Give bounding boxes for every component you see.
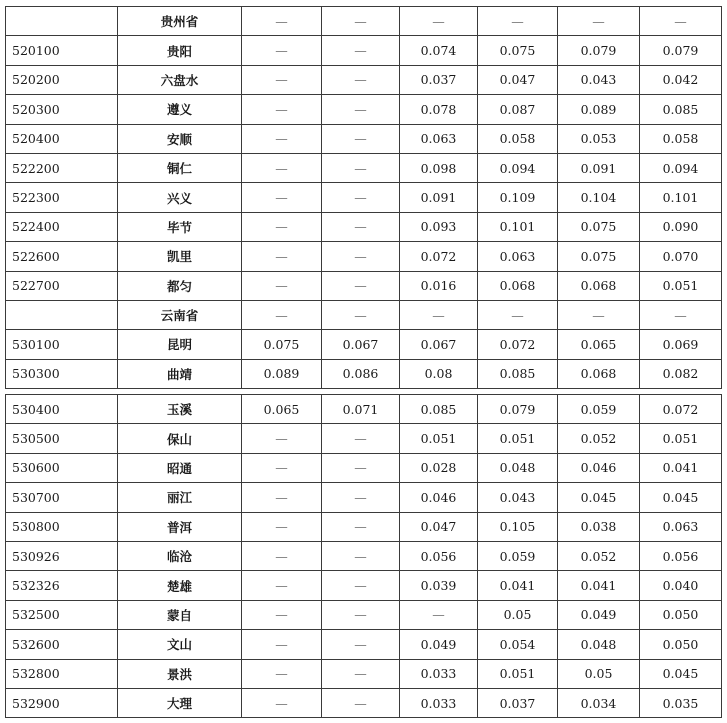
table-row <box>6 65 722 94</box>
value-cell: 0.085 <box>400 395 478 424</box>
value-cell: — <box>322 271 400 300</box>
city-name-cell: 文山 <box>118 630 242 659</box>
value-cell: 0.101 <box>640 183 722 212</box>
city-name-cell: 凯里 <box>118 242 242 271</box>
city-name-cell: 昭通 <box>118 453 242 482</box>
value-cell: — <box>322 659 400 688</box>
value-cell: 0.033 <box>400 688 478 717</box>
region-code-cell: 532900 <box>6 688 118 717</box>
value-cell: — <box>322 600 400 629</box>
value-cell: 0.051 <box>478 659 558 688</box>
region-code-cell: 520300 <box>6 95 118 124</box>
value-cell: — <box>322 242 400 271</box>
table-row <box>6 330 722 359</box>
value-cell: — <box>322 453 400 482</box>
value-cell: — <box>322 7 400 36</box>
value-cell: — <box>242 630 322 659</box>
value-cell: 0.046 <box>558 453 640 482</box>
value-cell: 0.091 <box>400 183 478 212</box>
value-cell: 0.089 <box>558 95 640 124</box>
value-cell: 0.048 <box>558 630 640 659</box>
table-row <box>6 359 722 388</box>
value-cell: — <box>640 300 722 329</box>
value-cell: 0.056 <box>400 541 478 570</box>
value-cell: 0.072 <box>478 330 558 359</box>
value-cell: — <box>322 212 400 241</box>
value-cell: 0.079 <box>478 395 558 424</box>
value-cell: — <box>322 571 400 600</box>
table-body-top <box>6 7 722 389</box>
value-cell: 0.05 <box>558 659 640 688</box>
value-cell: 0.052 <box>558 424 640 453</box>
value-cell: 0.069 <box>640 330 722 359</box>
city-name-cell: 曲靖 <box>118 359 242 388</box>
value-cell: 0.065 <box>242 395 322 424</box>
value-cell: 0.047 <box>478 65 558 94</box>
value-cell: 0.038 <box>558 512 640 541</box>
value-cell: 0.051 <box>400 424 478 453</box>
value-cell: 0.045 <box>640 659 722 688</box>
value-cell: 0.045 <box>640 483 722 512</box>
region-code-cell <box>6 7 118 36</box>
value-cell: 0.035 <box>640 688 722 717</box>
region-code-cell: 530700 <box>6 483 118 512</box>
value-cell: — <box>322 183 400 212</box>
value-cell: 0.094 <box>640 153 722 182</box>
city-name-cell: 楚雄 <box>118 571 242 600</box>
city-name-cell: 蒙自 <box>118 600 242 629</box>
value-cell: — <box>322 541 400 570</box>
value-cell: 0.079 <box>640 36 722 65</box>
value-cell: 0.037 <box>400 65 478 94</box>
city-name-cell: 贵阳 <box>118 36 242 65</box>
value-cell: — <box>558 7 640 36</box>
city-name-cell: 普洱 <box>118 512 242 541</box>
table-row <box>6 688 722 717</box>
city-name-cell: 都匀 <box>118 271 242 300</box>
value-cell: 0.052 <box>558 541 640 570</box>
city-name-cell: 保山 <box>118 424 242 453</box>
city-name-cell: 兴义 <box>118 183 242 212</box>
value-cell: 0.093 <box>400 212 478 241</box>
value-cell: 0.071 <box>322 395 400 424</box>
table-row <box>6 300 722 329</box>
value-cell: — <box>322 36 400 65</box>
city-name-cell: 毕节 <box>118 212 242 241</box>
value-cell: — <box>322 300 400 329</box>
city-name-cell: 贵州省 <box>118 7 242 36</box>
region-code-cell: 532600 <box>6 630 118 659</box>
value-cell: 0.028 <box>400 453 478 482</box>
value-cell: 0.086 <box>322 359 400 388</box>
value-cell: — <box>322 65 400 94</box>
value-cell: 0.089 <box>242 359 322 388</box>
table-row <box>6 95 722 124</box>
value-cell: — <box>242 483 322 512</box>
region-code-cell: 532500 <box>6 600 118 629</box>
value-cell: 0.059 <box>558 395 640 424</box>
table-row <box>6 124 722 153</box>
value-cell: 0.056 <box>640 541 722 570</box>
value-cell: 0.051 <box>478 424 558 453</box>
city-name-cell: 遵义 <box>118 95 242 124</box>
value-cell: 0.045 <box>558 483 640 512</box>
region-code-cell: 522300 <box>6 183 118 212</box>
region-code-cell: 522600 <box>6 242 118 271</box>
region-code-cell: 532326 <box>6 571 118 600</box>
value-cell: 0.068 <box>558 271 640 300</box>
value-cell: — <box>242 300 322 329</box>
value-cell: 0.074 <box>400 36 478 65</box>
region-code-cell: 530300 <box>6 359 118 388</box>
value-cell: — <box>640 7 722 36</box>
city-name-cell: 景洪 <box>118 659 242 688</box>
table-row <box>6 630 722 659</box>
table-row <box>6 571 722 600</box>
value-cell: 0.067 <box>322 330 400 359</box>
value-cell: 0.08 <box>400 359 478 388</box>
value-cell: 0.043 <box>478 483 558 512</box>
value-cell: — <box>242 212 322 241</box>
data-table-bottom <box>5 394 722 718</box>
value-cell: 0.101 <box>478 212 558 241</box>
region-code-cell: 530926 <box>6 541 118 570</box>
value-cell: 0.041 <box>478 571 558 600</box>
value-cell: 0.075 <box>478 36 558 65</box>
value-cell: 0.049 <box>558 600 640 629</box>
value-cell: 0.051 <box>640 424 722 453</box>
value-cell: 0.053 <box>558 124 640 153</box>
value-cell: 0.075 <box>558 212 640 241</box>
region-code-cell: 530500 <box>6 424 118 453</box>
value-cell: 0.078 <box>400 95 478 124</box>
value-cell: — <box>322 124 400 153</box>
value-cell: — <box>242 153 322 182</box>
value-cell: — <box>322 95 400 124</box>
table-row <box>6 453 722 482</box>
value-cell: — <box>322 512 400 541</box>
table-row <box>6 541 722 570</box>
value-cell: 0.063 <box>478 242 558 271</box>
value-cell: 0.070 <box>640 242 722 271</box>
value-cell: 0.105 <box>478 512 558 541</box>
city-name-cell: 临沧 <box>118 541 242 570</box>
value-cell: 0.063 <box>400 124 478 153</box>
value-cell: — <box>242 65 322 94</box>
value-cell: 0.040 <box>640 571 722 600</box>
value-cell: 0.063 <box>640 512 722 541</box>
value-cell: 0.087 <box>478 95 558 124</box>
table-row <box>6 512 722 541</box>
region-code-cell: 530600 <box>6 453 118 482</box>
value-cell: — <box>322 630 400 659</box>
value-cell: 0.094 <box>478 153 558 182</box>
value-cell: 0.049 <box>400 630 478 659</box>
city-name-cell: 安顺 <box>118 124 242 153</box>
value-cell: — <box>242 95 322 124</box>
city-name-cell: 大理 <box>118 688 242 717</box>
value-cell: — <box>242 659 322 688</box>
region-code-cell: 530400 <box>6 395 118 424</box>
value-cell: 0.065 <box>558 330 640 359</box>
data-table-top <box>5 6 722 389</box>
value-cell: 0.047 <box>400 512 478 541</box>
region-code-cell: 520200 <box>6 65 118 94</box>
city-name-cell: 六盘水 <box>118 65 242 94</box>
table-row <box>6 242 722 271</box>
table-body-bottom <box>6 395 722 718</box>
table-row <box>6 7 722 36</box>
value-cell: 0.068 <box>478 271 558 300</box>
value-cell: 0.034 <box>558 688 640 717</box>
value-cell: — <box>400 300 478 329</box>
value-cell: — <box>478 7 558 36</box>
value-cell: 0.046 <box>400 483 478 512</box>
city-name-cell: 云南省 <box>118 300 242 329</box>
value-cell: 0.075 <box>558 242 640 271</box>
value-cell: — <box>558 300 640 329</box>
value-cell: — <box>322 483 400 512</box>
value-cell: 0.085 <box>478 359 558 388</box>
value-cell: 0.091 <box>558 153 640 182</box>
region-code-cell: 530800 <box>6 512 118 541</box>
value-cell: 0.041 <box>640 453 722 482</box>
region-code-cell: 522400 <box>6 212 118 241</box>
value-cell: 0.043 <box>558 65 640 94</box>
region-code-cell: 532800 <box>6 659 118 688</box>
table-row <box>6 483 722 512</box>
value-cell: 0.085 <box>640 95 722 124</box>
value-cell: 0.068 <box>558 359 640 388</box>
value-cell: — <box>400 7 478 36</box>
value-cell: — <box>242 571 322 600</box>
table-row <box>6 153 722 182</box>
value-cell: 0.050 <box>640 600 722 629</box>
table-row <box>6 183 722 212</box>
value-cell: 0.098 <box>400 153 478 182</box>
region-code-cell <box>6 300 118 329</box>
region-code-cell: 522700 <box>6 271 118 300</box>
value-cell: 0.037 <box>478 688 558 717</box>
table-row <box>6 600 722 629</box>
value-cell: — <box>242 124 322 153</box>
city-name-cell: 铜仁 <box>118 153 242 182</box>
value-cell: — <box>242 424 322 453</box>
value-cell: — <box>242 271 322 300</box>
value-cell: 0.051 <box>640 271 722 300</box>
region-code-cell: 520400 <box>6 124 118 153</box>
value-cell: 0.079 <box>558 36 640 65</box>
value-cell: 0.090 <box>640 212 722 241</box>
value-cell: — <box>242 36 322 65</box>
value-cell: 0.058 <box>640 124 722 153</box>
value-cell: — <box>242 7 322 36</box>
value-cell: 0.042 <box>640 65 722 94</box>
value-cell: 0.082 <box>640 359 722 388</box>
value-cell: 0.067 <box>400 330 478 359</box>
region-code-cell: 520100 <box>6 36 118 65</box>
value-cell: — <box>400 600 478 629</box>
value-cell: — <box>242 512 322 541</box>
value-cell: 0.058 <box>478 124 558 153</box>
value-cell: — <box>478 300 558 329</box>
value-cell: 0.05 <box>478 600 558 629</box>
value-cell: 0.109 <box>478 183 558 212</box>
table-row <box>6 36 722 65</box>
region-code-cell: 522200 <box>6 153 118 182</box>
table-row <box>6 395 722 424</box>
value-cell: 0.048 <box>478 453 558 482</box>
value-cell: 0.054 <box>478 630 558 659</box>
city-name-cell: 丽江 <box>118 483 242 512</box>
value-cell: — <box>242 453 322 482</box>
table-row <box>6 424 722 453</box>
value-cell: — <box>322 688 400 717</box>
value-cell: — <box>242 183 322 212</box>
value-cell: 0.016 <box>400 271 478 300</box>
table-row <box>6 212 722 241</box>
value-cell: 0.059 <box>478 541 558 570</box>
value-cell: 0.039 <box>400 571 478 600</box>
value-cell: 0.104 <box>558 183 640 212</box>
value-cell: — <box>242 541 322 570</box>
table-row <box>6 271 722 300</box>
value-cell: 0.075 <box>242 330 322 359</box>
region-code-cell: 530100 <box>6 330 118 359</box>
value-cell: — <box>242 600 322 629</box>
city-name-cell: 玉溪 <box>118 395 242 424</box>
value-cell: — <box>322 153 400 182</box>
city-name-cell: 昆明 <box>118 330 242 359</box>
value-cell: 0.072 <box>400 242 478 271</box>
value-cell: — <box>242 242 322 271</box>
value-cell: 0.041 <box>558 571 640 600</box>
value-cell: — <box>242 688 322 717</box>
table-row <box>6 659 722 688</box>
value-cell: — <box>322 424 400 453</box>
value-cell: 0.072 <box>640 395 722 424</box>
value-cell: 0.050 <box>640 630 722 659</box>
value-cell: 0.033 <box>400 659 478 688</box>
